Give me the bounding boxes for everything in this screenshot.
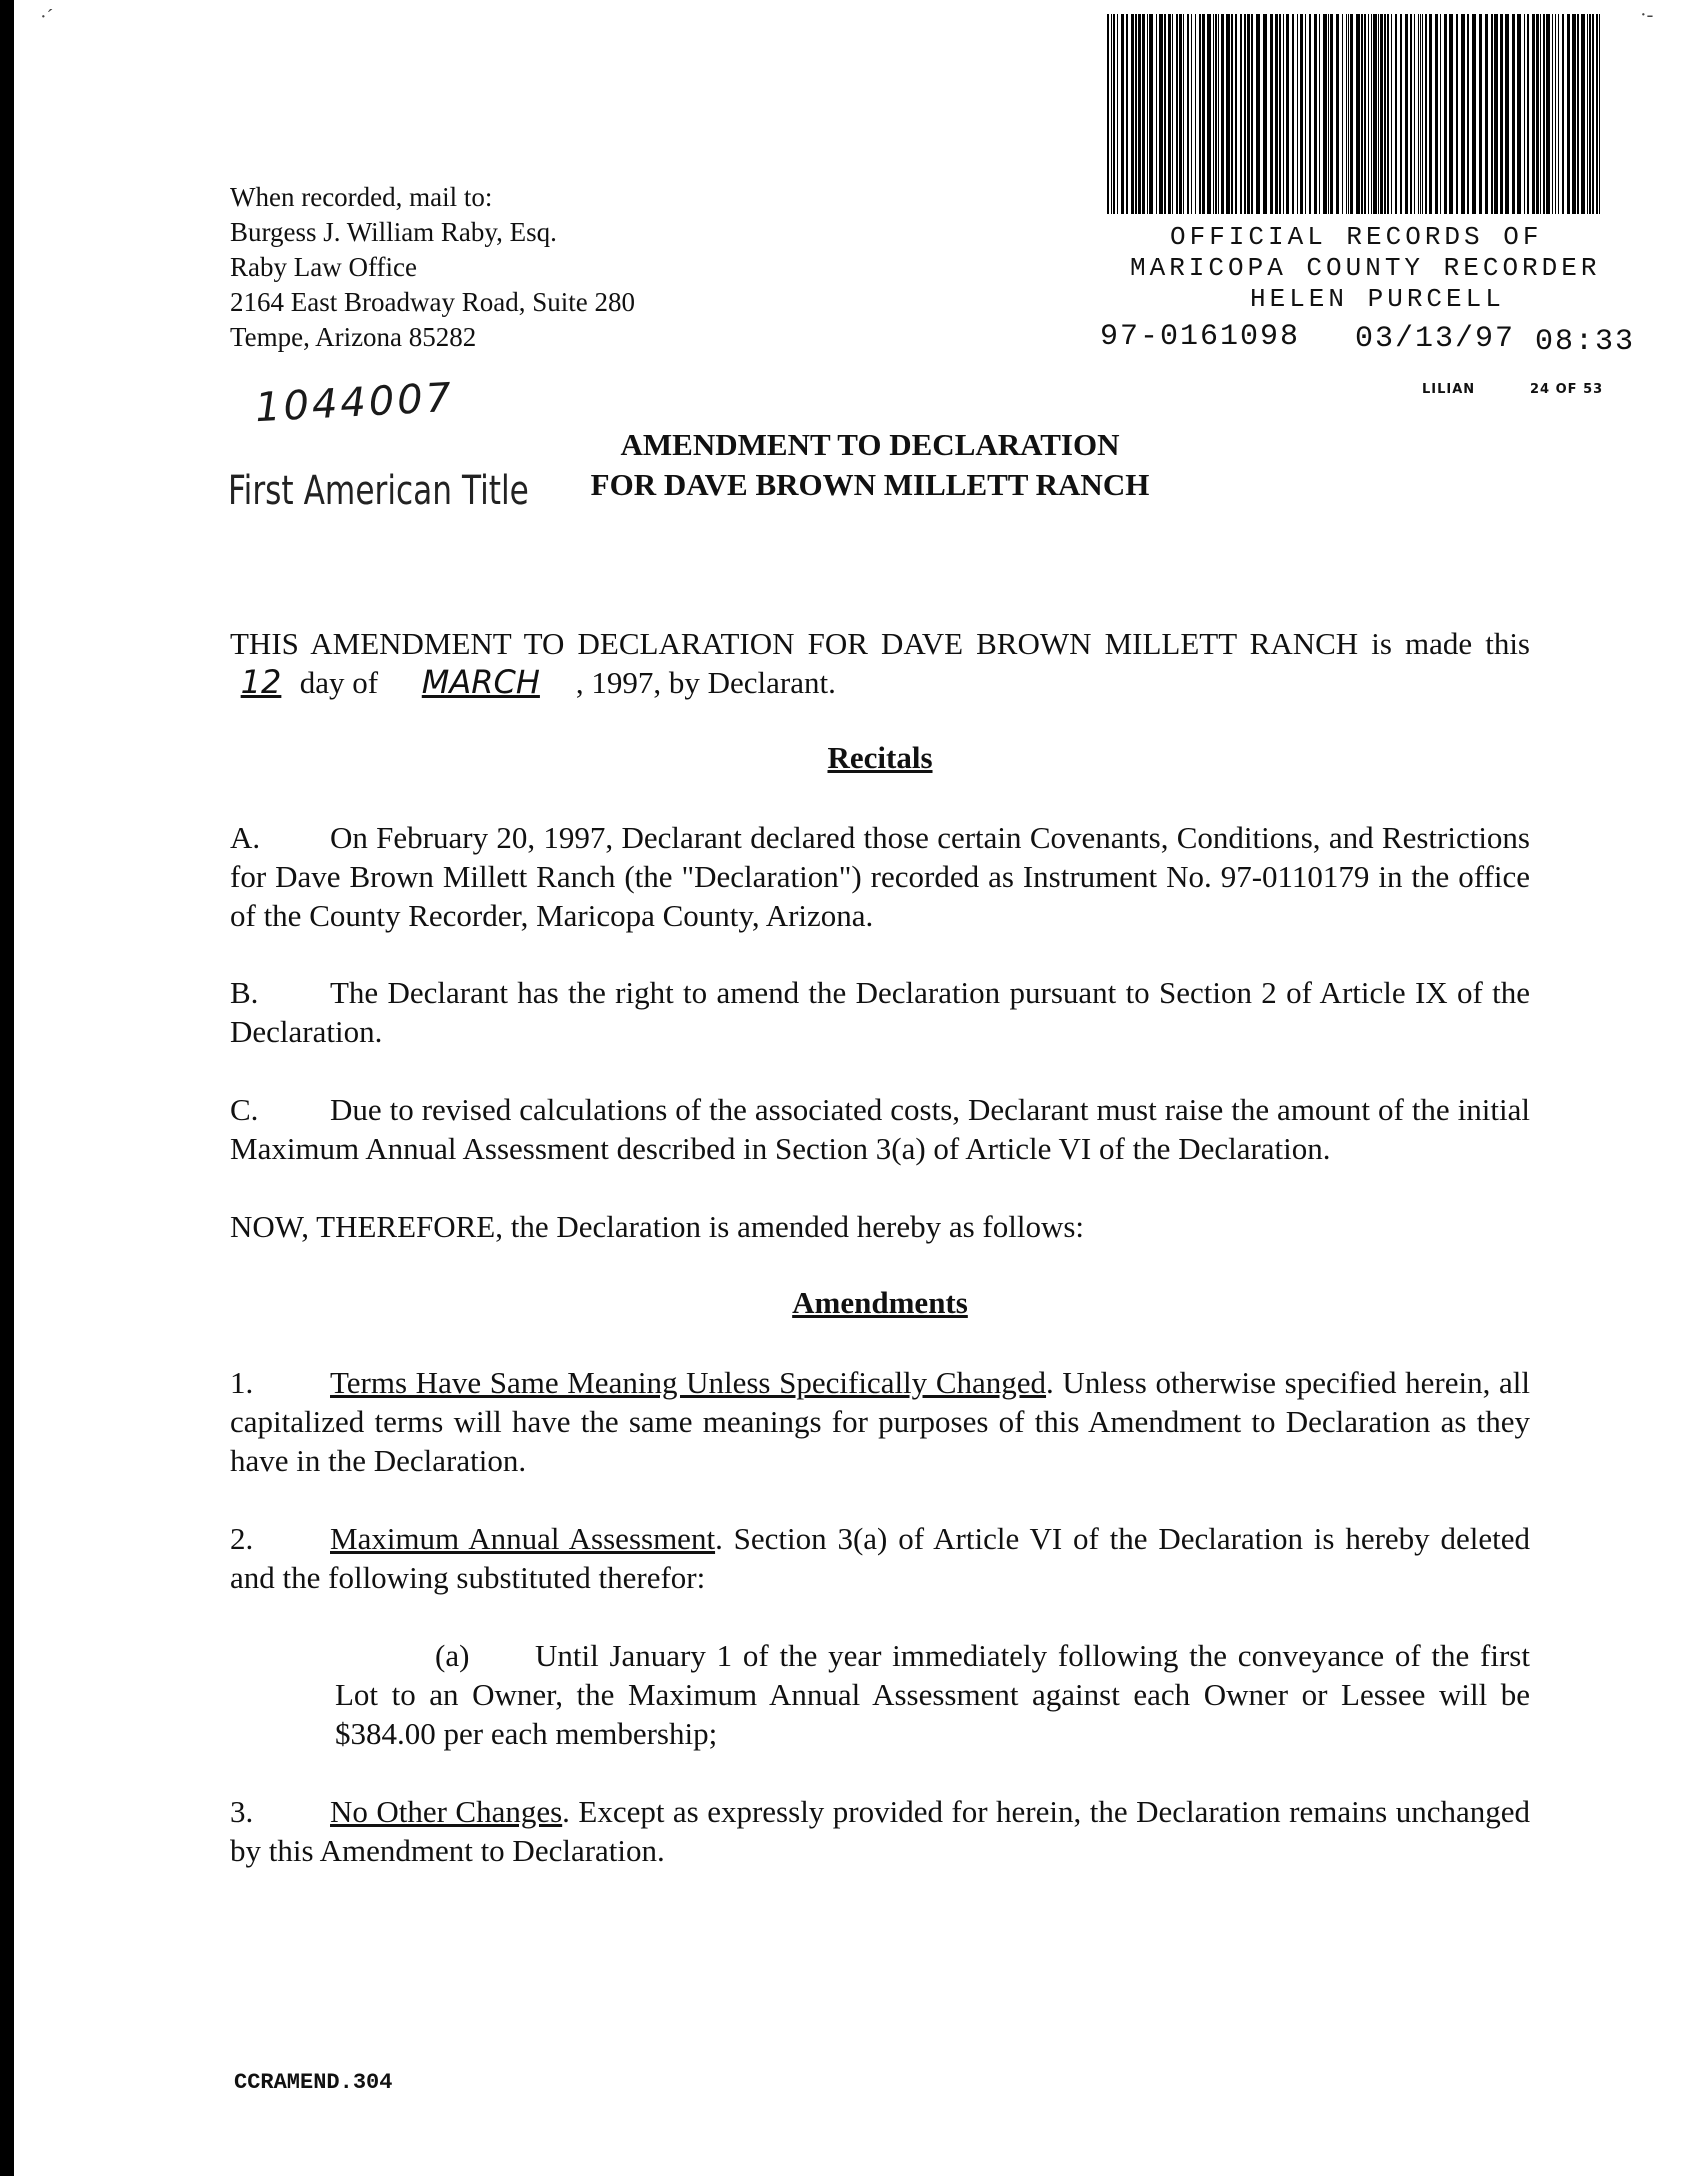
amendment-heading: No Other Changes [330, 1794, 563, 1829]
barcode-bar [1191, 14, 1192, 214]
barcode-bar [1275, 14, 1278, 214]
barcode-bar [1461, 14, 1465, 214]
handwritten-file-number: 1044007 [253, 374, 456, 432]
barcode-bar [1449, 14, 1453, 214]
barcode-bar [1121, 14, 1124, 214]
mail-to-office: Raby Law Office [230, 252, 417, 282]
barcode-bar [1350, 14, 1353, 214]
barcode-bar [1543, 14, 1545, 214]
barcode-bar [1207, 14, 1211, 214]
amendment-label: 1. [230, 1365, 254, 1400]
intro-text-b: day of [292, 665, 386, 700]
barcode-bar [1218, 14, 1219, 214]
barcode-bar [1235, 14, 1237, 214]
subsection-label: (a) [435, 1638, 470, 1673]
recording-time: 08:33 [1535, 325, 1636, 359]
barcode-bar [1113, 14, 1115, 214]
barcode-bar [1395, 14, 1397, 214]
barcode-bar [1552, 14, 1553, 214]
recital-text: The Declarant has the right to amend the Declaration pursuant to Section 2 of Article IX of the Declaration. [230, 975, 1530, 1049]
barcode-bar [1540, 14, 1541, 214]
barcode-bar [1168, 14, 1171, 214]
barcode-bar [1361, 14, 1363, 214]
barcode-bar [1226, 14, 1230, 214]
recitals-heading: Recitals [827, 740, 933, 775]
mail-to-city: Tempe, Arizona 85282 [230, 322, 477, 352]
barcode-bar [1348, 14, 1349, 214]
title-company-stamp: First American Title [228, 468, 529, 514]
intro-day: 12 [240, 663, 282, 701]
recording-date: 03/13/97 [1355, 322, 1516, 356]
barcode-bar [1405, 14, 1408, 214]
barcode-bar [1558, 14, 1559, 214]
barcode-bar [1429, 14, 1432, 214]
barcode-bar [1172, 14, 1173, 214]
amendment-text: . Except as expressly provided for herein, the Declaration remains unchanged by this Amendment to Declaration. [230, 1794, 1530, 1868]
barcode-bar [1581, 14, 1585, 214]
document-title [560, 425, 1180, 505]
barcode-bar [1231, 14, 1233, 214]
barcode-bar [1356, 14, 1360, 214]
recital-label: C. [230, 1092, 259, 1127]
recital-label: B. [230, 975, 259, 1010]
barcode-bar [1156, 14, 1157, 214]
scan-edge [0, 0, 14, 2176]
barcode-bar [1589, 14, 1591, 214]
page-count: 24 OF 53 [1530, 382, 1604, 397]
barcode-bar [1505, 14, 1509, 214]
barcode-bar [1336, 14, 1339, 214]
barcode-bar [1270, 14, 1273, 214]
barcode-bar [1517, 14, 1521, 214]
barcode-bar [1384, 14, 1386, 214]
barcode-bar [1179, 14, 1182, 214]
barcode-bar [1135, 14, 1137, 214]
barcode-bar [1213, 14, 1214, 214]
barcode-bar [1286, 14, 1289, 214]
barcode-bar [1187, 14, 1189, 214]
barcode-bar [1456, 14, 1458, 214]
barcode-bar [1330, 14, 1333, 214]
barcode-bar [1240, 14, 1242, 214]
now-therefore: NOW, THEREFORE, the Declaration is amended hereby as follows: [230, 1209, 1085, 1244]
barcode-bar [1567, 14, 1570, 214]
barcode-bar [1117, 14, 1118, 214]
amendment-label: 2. [230, 1521, 254, 1556]
recital-c [230, 1090, 1530, 1168]
barcode-bar [1444, 14, 1447, 214]
barcode-bar [1346, 14, 1347, 214]
barcode-bar [1283, 14, 1284, 214]
amendment-1 [230, 1363, 1530, 1480]
barcode-bar [1279, 14, 1281, 214]
barcode-bar [1368, 14, 1369, 214]
barcode-bar [1373, 14, 1377, 214]
barcode-bar [1524, 14, 1525, 214]
barcode-bar [1599, 14, 1600, 214]
barcode-bar [1491, 14, 1493, 214]
intro-month-blank [386, 663, 576, 702]
amendment-label: 3. [230, 1794, 254, 1829]
recital-text: On February 20, 1997, Declarant declared those certain Covenants, Conditions, and Restrictions for Dave Brown Millett Ranch (the "Declaration") recorded as Instrument No. 97-0110179 in the office of the County Recorder, Maricopa County, Arizona. [230, 820, 1530, 933]
amendment-text: . Unless otherwise specified herein, all capitalized terms will have the same meanings for purposes of this Amendment to Declaration as they have in the Declaration. [230, 1365, 1530, 1478]
barcode-bar [1111, 14, 1112, 214]
barcode-bar [1364, 14, 1366, 214]
barcode-bar [1138, 14, 1141, 214]
amendment-3 [230, 1792, 1530, 1870]
clerk-name: LILIAN [1422, 382, 1476, 397]
barcode-bar [1467, 14, 1469, 214]
barcode-bar [1532, 14, 1535, 214]
barcode-bar [1435, 14, 1438, 214]
barcode-bar [1536, 14, 1539, 214]
barcode-bar [1378, 14, 1379, 214]
barcode-graphic [1105, 14, 1605, 214]
barcode-bar [1472, 14, 1476, 214]
mail-to-name: Burgess J. William Raby, Esq. [230, 217, 557, 247]
barcode-bar [1221, 14, 1224, 214]
amendment-text: . Section 3(a) of Article VI of the Declaration is hereby deleted and the following substituted therefor: [230, 1521, 1530, 1595]
recital-text: Due to revised calculations of the associated costs, Declarant must raise the amount of the initial Maximum Annual Assessment described in Section 3(a) of Article VI of the Declaration. [230, 1092, 1530, 1166]
amendments-heading: Amendments [792, 1285, 968, 1320]
barcode-bar [1440, 14, 1441, 214]
barcode-bar [1587, 14, 1588, 214]
barcode-bar [1527, 14, 1529, 214]
barcode-bar [1592, 14, 1594, 214]
barcode-bar [1195, 14, 1196, 214]
barcode-bar [1319, 14, 1320, 214]
recital-b [230, 973, 1530, 1051]
barcode-bar [1147, 14, 1148, 214]
barcode-bar [1164, 14, 1166, 214]
barcode-bar [1305, 14, 1306, 214]
subsection-text: Until January 1 of the year immediately following the conveyance of the first Lot to an Owner, the Maximum Annual Assessment against each Owner or Lessee will be $384.00 per each membership; [335, 1638, 1530, 1751]
barcode-bar [1500, 14, 1503, 214]
barcode-bar [1263, 14, 1267, 214]
recital-label: A. [230, 820, 261, 855]
amendment-2-subsection [335, 1636, 1530, 1753]
barcode-bar [1512, 14, 1515, 214]
barcode-bar [1142, 14, 1145, 214]
scan-speck: ·‐ [1640, 4, 1654, 26]
intro-text-a: THIS AMENDMENT TO DECLARATION FOR DAVE BROWN MILLETT RANCH is made this [230, 626, 1530, 661]
barcode-bar [1149, 14, 1153, 214]
amendment-heading: Terms Have Same Meaning Unless Specifically Changed [330, 1365, 1047, 1400]
barcode-bar [1199, 14, 1201, 214]
barcode-bar [1202, 14, 1205, 214]
barcode-bar [1572, 14, 1576, 214]
barcode-bar [1297, 14, 1298, 214]
barcode-bar [1400, 14, 1402, 214]
barcode-bar [1387, 14, 1389, 214]
barcode-bar [1328, 14, 1329, 214]
barcode-bar [1251, 14, 1253, 214]
barcode-bar [1131, 14, 1134, 214]
barcode-bar [1546, 14, 1550, 214]
barcode-bar [1126, 14, 1128, 214]
barcode-bar [1309, 14, 1311, 214]
barcode-bar [1485, 14, 1488, 214]
recorder-line-2: MARICOPA COUNTY RECORDER [1130, 253, 1601, 283]
intro-day-blank [230, 663, 292, 702]
barcode-bar [1562, 14, 1564, 214]
barcode [1105, 14, 1605, 214]
barcode-bar [1494, 14, 1498, 214]
barcode-bar [1256, 14, 1260, 214]
barcode-bar [1418, 14, 1419, 214]
mail-to-heading: When recorded, mail to: [230, 182, 493, 212]
recorder-line-1: OFFICIAL RECORDS OF [1170, 222, 1543, 252]
barcode-bar [1410, 14, 1412, 214]
barcode-bar [1425, 14, 1427, 214]
barcode-bar [1159, 14, 1163, 214]
title-line-2: FOR DAVE BROWN MILLETT RANCH [590, 467, 1150, 502]
barcode-bar [1422, 14, 1423, 214]
barcode-bar [1342, 14, 1343, 214]
barcode-bar [1391, 14, 1392, 214]
intro-paragraph [230, 624, 1530, 702]
barcode-bar [1479, 14, 1482, 214]
amendment-heading: Maximum Annual Assessment [330, 1521, 716, 1556]
barcode-bar [1420, 14, 1421, 214]
barcode-bar [1215, 14, 1217, 214]
mail-to-street: 2164 East Broadway Road, Suite 280 [230, 287, 635, 317]
barcode-bar [1247, 14, 1250, 214]
barcode-bar [1577, 14, 1579, 214]
title-line-1: AMENDMENT TO DECLARATION [620, 427, 1120, 462]
intro-month: MARCH [421, 663, 540, 701]
barcode-bar [1555, 14, 1556, 214]
instrument-number: 97-0161098 [1100, 320, 1301, 354]
barcode-bar [1300, 14, 1303, 214]
document-code: CCRAMEND.304 [234, 2070, 393, 2095]
recital-a [230, 818, 1530, 935]
barcode-bar [1183, 14, 1184, 214]
barcode-bar [1176, 14, 1178, 214]
barcode-bar [1292, 14, 1294, 214]
barcode-bar [1596, 14, 1598, 214]
barcode-bar [1323, 14, 1327, 214]
barcode-bar [1314, 14, 1317, 214]
barcode-bar [1414, 14, 1415, 214]
recorder-line-3: HELEN PURCELL [1250, 284, 1505, 314]
intro-text-c: , 1997, by Declarant. [575, 665, 836, 700]
return-address-block [230, 180, 635, 355]
barcode-bar [1371, 14, 1372, 214]
barcode-bar [1107, 14, 1109, 214]
barcode-bar [1380, 14, 1383, 214]
amendment-2 [230, 1519, 1530, 1597]
scan-speck: ·ˊ [40, 6, 54, 28]
barcode-bar [1244, 14, 1246, 214]
